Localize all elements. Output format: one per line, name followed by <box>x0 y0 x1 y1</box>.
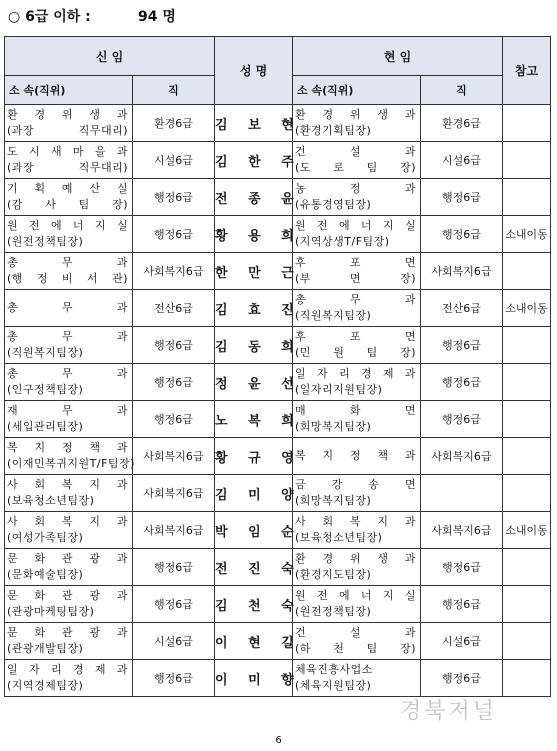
new-position: (지역경제팀장) <box>7 679 84 692</box>
name-cell <box>215 438 302 475</box>
new-position: (인구정책팀장) <box>7 383 84 396</box>
cur-grade-cell <box>421 512 503 549</box>
table-row <box>5 586 551 623</box>
cur-position: (도 로 팀 장) <box>295 161 416 174</box>
cur-position: (체육지원팀장) <box>295 679 372 692</box>
note-cell <box>503 105 551 142</box>
new-dept-cell <box>5 105 133 142</box>
new-position: (감 사 팀 장) <box>7 198 128 211</box>
new-dept-cell <box>5 142 133 179</box>
cur-position: (환경지도팀장) <box>295 568 372 581</box>
cur-grade: 행정6급 <box>442 413 481 426</box>
cur-dept-cell <box>293 290 421 327</box>
cur-position: (부 면 장) <box>295 272 416 285</box>
new-grade-cell <box>133 216 215 253</box>
new-grade: 사회복지6급 <box>143 524 204 537</box>
cur-position: (희망복지팀장) <box>295 420 372 433</box>
name-cell <box>215 512 302 549</box>
header-name: 성 명 <box>215 37 293 105</box>
cur-dept: 일 자 리 경 제 과 <box>295 367 416 380</box>
cur-grade-cell <box>421 401 503 438</box>
note-cell <box>503 253 551 290</box>
person-name: 정 윤 선 <box>215 376 302 392</box>
cur-position: (희망복지팀장) <box>295 494 372 507</box>
cur-dept: 후 포 면 <box>295 330 416 343</box>
new-dept: 원 전 에 너 지 실 <box>7 219 128 232</box>
cur-dept-cell <box>293 549 421 586</box>
cur-grade-cell <box>421 364 503 401</box>
new-grade-cell <box>133 327 215 364</box>
new-position: (관광개발팀장) <box>7 642 84 655</box>
new-dept-cell <box>5 290 133 327</box>
person-name: 이 미 향 <box>215 672 302 688</box>
new-grade: 행정6급 <box>154 561 193 574</box>
note-cell <box>503 401 551 438</box>
new-position: (과장 직무대리) <box>7 124 128 137</box>
cur-dept: 금 강 송 면 <box>295 478 416 491</box>
name-cell <box>215 327 302 364</box>
new-position: (과장 직무대리) <box>7 161 128 174</box>
cur-grade: 행정6급 <box>442 376 481 389</box>
table-row <box>5 216 551 253</box>
note-cell <box>503 364 551 401</box>
table-row <box>5 623 551 660</box>
cur-dept-cell <box>293 364 421 401</box>
cur-position: (하 천 팀 장) <box>295 642 416 655</box>
new-grade-cell <box>133 549 215 586</box>
note-cell <box>503 475 551 512</box>
new-grade: 환경6급 <box>154 117 193 130</box>
cur-dept: 원 전 에 너 지 실 <box>295 219 416 232</box>
cur-grade: 행정6급 <box>442 561 481 574</box>
new-dept-cell <box>5 586 133 623</box>
cur-position: (직원복지팀장) <box>295 309 372 322</box>
new-dept: 총 무 과 <box>7 367 128 380</box>
person-name: 김 한 주 <box>215 154 302 170</box>
note-text: 소내이동 <box>505 228 548 241</box>
header-current-post: 현 임 <box>293 37 503 76</box>
table-row <box>5 512 551 549</box>
person-name: 노 복 희 <box>215 413 302 429</box>
table-row <box>5 401 551 438</box>
person-name: 김 보 현 <box>215 117 302 133</box>
header-cur-grade: 직 <box>421 76 503 105</box>
cur-grade: 행정6급 <box>442 228 481 241</box>
table-row <box>5 549 551 586</box>
new-position: (여성가족팀장) <box>7 531 84 544</box>
new-dept: 기 획 예 산 실 <box>7 182 128 195</box>
person-name: 이 현 길 <box>215 635 302 651</box>
cur-grade-cell <box>421 142 503 179</box>
new-grade-cell <box>133 253 215 290</box>
new-grade: 행정6급 <box>154 672 193 685</box>
header-new-post: 신 임 <box>5 37 215 76</box>
new-dept-cell <box>5 401 133 438</box>
cur-grade: 행정6급 <box>442 598 481 611</box>
cur-dept: 농 정 과 <box>295 182 416 195</box>
name-cell <box>215 179 302 216</box>
cur-dept-cell <box>293 512 421 549</box>
cur-dept-cell <box>293 586 421 623</box>
cur-grade: 전산6급 <box>442 302 481 315</box>
note-cell <box>503 142 551 179</box>
cur-dept: 건 설 과 <box>295 145 416 158</box>
note-cell <box>503 438 551 475</box>
new-grade: 행정6급 <box>154 339 193 352</box>
header-cur-dept: 소 속(직위) <box>293 76 421 105</box>
note-cell <box>503 512 551 549</box>
person-name: 황 용 희 <box>215 228 302 244</box>
cur-dept-cell <box>293 179 421 216</box>
table-row <box>5 364 551 401</box>
new-dept: 사 회 복 지 과 <box>7 478 128 491</box>
person-name: 황 규 영 <box>215 450 302 466</box>
table-row <box>5 475 551 512</box>
table-row <box>5 179 551 216</box>
cur-dept-cell <box>293 142 421 179</box>
new-dept: 도 시 새 마 을 과 <box>7 145 128 158</box>
new-position: (문화예술팀장) <box>7 568 84 581</box>
table-row <box>5 142 551 179</box>
person-name: 김 미 양 <box>215 487 302 503</box>
new-position: (이재민복귀지원T/F팀장) <box>7 457 135 470</box>
new-grade: 행정6급 <box>154 228 193 241</box>
person-name: 전 종 윤 <box>215 191 302 207</box>
name-cell <box>215 253 302 290</box>
cur-position: (일자리지원팀장) <box>295 383 383 396</box>
cur-grade: 시설6급 <box>442 635 481 648</box>
page-number: 6 <box>275 735 282 746</box>
cur-dept: 환 경 위 생 과 <box>295 552 416 565</box>
new-dept: 총 무 과 <box>7 301 128 314</box>
cur-dept: 체육진흥사업소 <box>295 663 373 676</box>
cur-dept-cell <box>293 475 421 512</box>
note-cell <box>503 623 551 660</box>
name-cell <box>215 105 302 142</box>
new-dept: 환 경 위 생 과 <box>7 108 128 121</box>
cur-dept: 사 회 복 지 과 <box>295 515 416 528</box>
new-dept-cell <box>5 253 133 290</box>
name-cell <box>215 364 302 401</box>
new-dept-cell <box>5 660 133 697</box>
person-name: 박 임 순 <box>215 524 302 540</box>
new-dept: 사 회 복 지 과 <box>7 515 128 528</box>
table-row <box>5 105 551 142</box>
new-grade-cell <box>133 438 215 475</box>
new-dept: 문 화 관 광 과 <box>7 552 128 565</box>
personnel-table <box>4 36 551 697</box>
name-cell <box>215 290 302 327</box>
header-new-grade: 직 <box>133 76 215 105</box>
new-grade-cell <box>133 364 215 401</box>
new-grade: 행정6급 <box>154 376 193 389</box>
cur-position: (원전정책팀장) <box>295 605 372 618</box>
new-grade: 행정6급 <box>154 191 193 204</box>
new-dept-cell <box>5 623 133 660</box>
new-dept: 문 화 관 광 과 <box>7 626 128 639</box>
new-grade: 사회복지6급 <box>143 487 204 500</box>
new-dept: 문 화 관 광 과 <box>7 589 128 602</box>
cur-grade: 행정6급 <box>442 339 481 352</box>
new-grade-cell <box>133 512 215 549</box>
new-dept-cell <box>5 364 133 401</box>
note-cell <box>503 216 551 253</box>
new-dept: 복 지 정 책 과 <box>7 441 128 454</box>
new-dept-cell <box>5 438 133 475</box>
person-name: 김 효 진 <box>215 302 302 318</box>
cur-dept: 환 경 위 생 과 <box>295 108 416 121</box>
cur-dept-cell <box>293 660 421 697</box>
heading-label: ○ 6급 이하 : <box>8 9 91 25</box>
new-position: (직원복지팀장) <box>7 346 84 359</box>
new-grade-cell <box>133 105 215 142</box>
cur-grade: 시설6급 <box>442 154 481 167</box>
cur-grade: 행정6급 <box>442 672 481 685</box>
person-name: 김 동 희 <box>215 339 302 355</box>
note-cell <box>503 586 551 623</box>
cur-grade-cell <box>421 327 503 364</box>
name-cell <box>215 623 302 660</box>
cur-dept: 원 전 에 너 지 실 <box>295 589 416 602</box>
cur-grade-cell <box>421 290 503 327</box>
cur-grade-cell <box>421 216 503 253</box>
person-name: 전 진 숙 <box>215 561 302 577</box>
table-row <box>5 253 551 290</box>
new-dept-cell <box>5 475 133 512</box>
name-cell <box>215 660 302 697</box>
cur-grade: 사회복지6급 <box>431 450 492 463</box>
new-dept: 일 자 리 경 제 과 <box>7 663 128 676</box>
note-cell <box>503 290 551 327</box>
name-cell <box>215 549 302 586</box>
cur-grade-cell <box>421 660 503 697</box>
new-grade: 시설6급 <box>154 154 193 167</box>
note-cell <box>503 327 551 364</box>
new-grade-cell <box>133 290 215 327</box>
new-dept-cell <box>5 549 133 586</box>
new-position: (원전정책팀장) <box>7 235 84 248</box>
cur-dept: 후 포 면 <box>295 256 416 269</box>
cur-grade: 행정6급 <box>442 191 481 204</box>
cur-position: (유통경영팀장) <box>295 198 372 211</box>
cur-dept: 총 무 과 <box>295 293 416 306</box>
new-grade-cell <box>133 142 215 179</box>
new-grade-cell <box>133 179 215 216</box>
cur-grade-cell <box>421 475 503 512</box>
cur-dept: 건 설 과 <box>295 626 416 639</box>
new-dept-cell <box>5 216 133 253</box>
note-text: 소내이동 <box>505 302 548 315</box>
new-dept: 총 무 과 <box>7 330 128 343</box>
person-name: 한 만 근 <box>215 265 302 281</box>
new-position: (행 정 비 서 관) <box>7 272 128 285</box>
note-cell <box>503 660 551 697</box>
header-note: 참고 <box>503 37 551 105</box>
cur-grade: 사회복지6급 <box>431 524 492 537</box>
cur-dept: 매 화 면 <box>295 404 416 417</box>
section-heading <box>8 6 176 26</box>
new-grade: 사회복지6급 <box>143 265 204 278</box>
name-cell <box>215 142 302 179</box>
header-new-dept: 소 속(직위) <box>5 76 133 105</box>
new-grade-cell <box>133 401 215 438</box>
cur-dept-cell <box>293 438 421 475</box>
new-position: (보육청소년팀장) <box>7 494 95 507</box>
cur-grade-cell <box>421 623 503 660</box>
cur-grade-cell <box>421 105 503 142</box>
cur-dept-cell <box>293 327 421 364</box>
cur-grade-cell <box>421 438 503 475</box>
cur-dept-cell <box>293 216 421 253</box>
name-cell <box>215 475 302 512</box>
new-dept-cell <box>5 512 133 549</box>
watermark-logo: 경북저널 <box>400 699 498 724</box>
name-cell <box>215 401 302 438</box>
note-cell <box>503 549 551 586</box>
name-cell <box>215 586 302 623</box>
new-grade: 행정6급 <box>154 413 193 426</box>
cur-dept-cell <box>293 105 421 142</box>
heading-count: 94 명 <box>138 9 176 25</box>
person-name: 김 천 숙 <box>215 598 302 614</box>
new-grade: 전산6급 <box>154 302 193 315</box>
note-text: 소내이동 <box>505 524 548 537</box>
cur-position: (보육청소년팀장) <box>295 531 383 544</box>
table-row <box>5 327 551 364</box>
cur-dept-cell <box>293 401 421 438</box>
new-grade: 시설6급 <box>154 635 193 648</box>
new-grade-cell <box>133 586 215 623</box>
new-dept: 재 무 과 <box>7 404 128 417</box>
new-dept: 총 무 과 <box>7 256 128 269</box>
new-grade-cell <box>133 623 215 660</box>
cur-dept-cell <box>293 253 421 290</box>
cur-dept: 복 지 정 책 과 <box>295 449 416 462</box>
cur-grade-cell <box>421 179 503 216</box>
table-row <box>5 438 551 475</box>
new-dept-cell <box>5 179 133 216</box>
new-grade: 행정6급 <box>154 598 193 611</box>
new-grade: 사회복지6급 <box>143 450 204 463</box>
cur-grade: 사회복지6급 <box>431 265 492 278</box>
note-cell <box>503 179 551 216</box>
new-grade-cell <box>133 475 215 512</box>
name-cell <box>215 216 302 253</box>
cur-grade: 환경6급 <box>442 117 481 130</box>
cur-position: (환경기획팀장) <box>295 124 372 137</box>
cur-dept-cell <box>293 623 421 660</box>
new-position: (세입관리팀장) <box>7 420 84 433</box>
cur-grade-cell <box>421 253 503 290</box>
cur-position: (민 원 팀 장) <box>295 346 416 359</box>
new-dept-cell <box>5 327 133 364</box>
table-row <box>5 290 551 327</box>
new-grade-cell <box>133 660 215 697</box>
cur-grade-cell <box>421 586 503 623</box>
cur-position: (지역상생T/F팀장) <box>295 235 390 248</box>
table-row <box>5 660 551 697</box>
cur-grade-cell <box>421 549 503 586</box>
new-position: (관광마케팅팀장) <box>7 605 95 618</box>
